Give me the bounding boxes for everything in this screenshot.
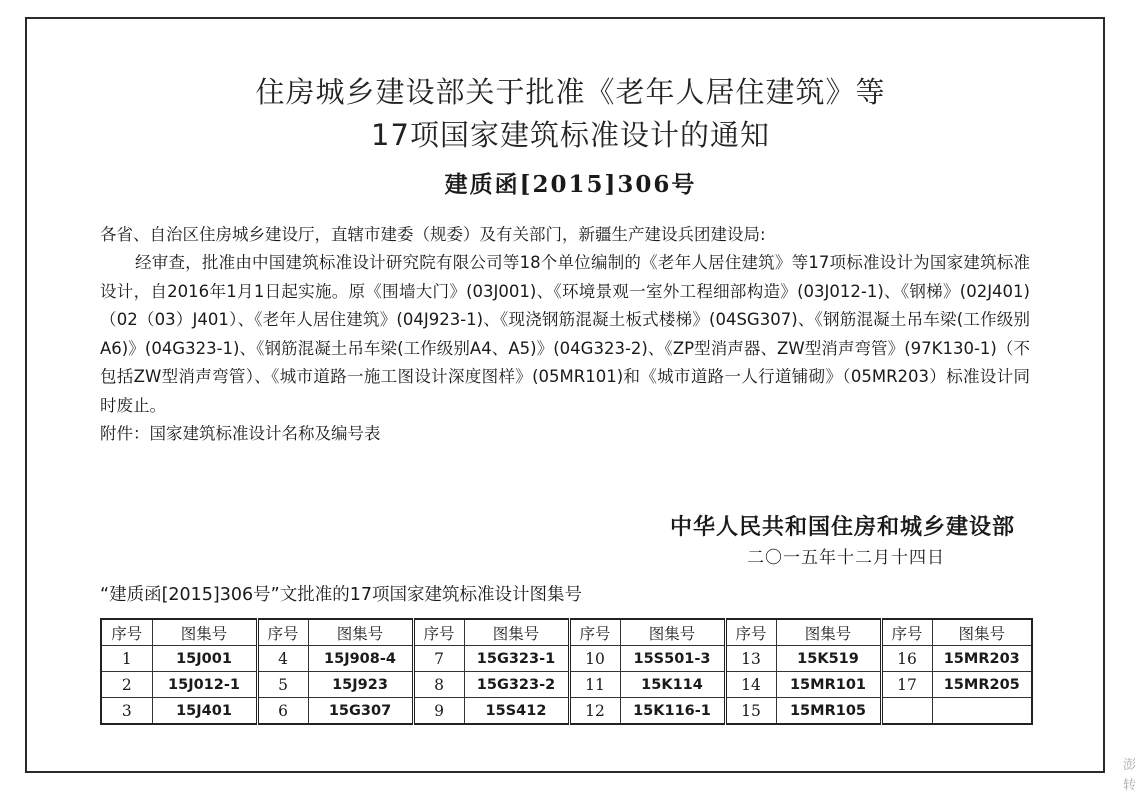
header-seq: 序号 bbox=[569, 619, 620, 646]
seq-cell: 12 bbox=[569, 698, 620, 725]
corner-watermark bbox=[1123, 756, 1136, 796]
corner-char: 澎 bbox=[1123, 758, 1137, 773]
corner-char: 转 bbox=[1123, 778, 1137, 793]
seq-cell: 11 bbox=[569, 672, 620, 698]
code-cell: 15G323-1 bbox=[464, 646, 569, 672]
issuing-authority: 中华人民共和国住房和城乡建设部 bbox=[669, 515, 1015, 540]
code-cell: 15MR105 bbox=[776, 698, 881, 725]
seq-cell: 15 bbox=[725, 698, 776, 725]
code-cell: 15J401 bbox=[152, 698, 257, 725]
notice-title-line2: 17项国家建筑标准设计的通知 bbox=[371, 118, 770, 152]
table-row bbox=[101, 698, 1032, 725]
header-seq: 序号 bbox=[725, 619, 776, 646]
seq-cell: 2 bbox=[101, 672, 152, 698]
header-code: 图集号 bbox=[152, 619, 257, 646]
table-row bbox=[101, 672, 1032, 698]
table-header-row bbox=[101, 619, 1032, 646]
code-cell: 15MR203 bbox=[932, 646, 1032, 672]
notice-title-line1: 住房城乡建设部关于批准《老年人居住建筑》等 bbox=[255, 75, 886, 109]
seq-cell: 7 bbox=[413, 646, 464, 672]
code-cell: 15G307 bbox=[308, 698, 413, 725]
table-row bbox=[101, 646, 1032, 672]
code-cell: 15J012-1 bbox=[152, 672, 257, 698]
seq-cell: 14 bbox=[725, 672, 776, 698]
code-cell: 15K519 bbox=[776, 646, 881, 672]
seq-cell: 5 bbox=[257, 672, 308, 698]
header-seq: 序号 bbox=[257, 619, 308, 646]
header-code: 图集号 bbox=[932, 619, 1032, 646]
header-code: 图集号 bbox=[464, 619, 569, 646]
document-number: 建质函[2015]306号 bbox=[444, 171, 697, 198]
seq-cell: 9 bbox=[413, 698, 464, 725]
code-cell: 15J001 bbox=[152, 646, 257, 672]
header-code: 图集号 bbox=[308, 619, 413, 646]
seq-cell: 13 bbox=[725, 646, 776, 672]
seq-cell: 17 bbox=[881, 672, 932, 698]
seq-cell: 8 bbox=[413, 672, 464, 698]
notice-body: 经审查，批准由中国建筑标准设计研究院有限公司等18个单位编制的《老年人居住建筑》等17项标准设计为国家建筑标准设计，自2016年1月1日起实施。原《围墙大门》(03J001)、《环境景观一室外工程细部构造》(03J012-1)、《钢梯》(02J401)（02（03）J401）、《老年人居住建筑》(04J923-1)、《现浇钢筋混凝土板式楼梯》(04SG307)、《钢筋混凝土吊车梁(工作级别A6)》(04G323-1)、《钢筋混凝土吊车梁(工作级别A4、A5)》(04G323-2)、《ZP型消声器、ZW型消声弯管》(97K130-1)（不包括ZW型消声弯管）、《城市道路一施工图设计深度图样》(05MR101)和《城市道路一人行道铺砌》（05MR203）标准设计同时废止。 bbox=[100, 253, 1030, 415]
issue-date: 二〇一五年十二月十四日 bbox=[747, 548, 945, 568]
seq-cell: 6 bbox=[257, 698, 308, 725]
code-cell: 15K114 bbox=[620, 672, 725, 698]
header-seq: 序号 bbox=[101, 619, 152, 646]
code-cell: 15J908-4 bbox=[308, 646, 413, 672]
code-cell: 15MR205 bbox=[932, 672, 1032, 698]
standards-table bbox=[100, 618, 1033, 725]
code-cell: 15S412 bbox=[464, 698, 569, 725]
code-cell: 15MR101 bbox=[776, 672, 881, 698]
seq-cell bbox=[881, 698, 932, 725]
seq-cell: 1 bbox=[101, 646, 152, 672]
code-cell: 15J923 bbox=[308, 672, 413, 698]
header-code: 图集号 bbox=[620, 619, 725, 646]
header-code: 图集号 bbox=[776, 619, 881, 646]
code-cell: 15K116-1 bbox=[620, 698, 725, 725]
code-cell: 15G323-2 bbox=[464, 672, 569, 698]
seq-cell: 16 bbox=[881, 646, 932, 672]
seq-cell: 4 bbox=[257, 646, 308, 672]
code-cell bbox=[932, 698, 1032, 725]
seq-cell: 3 bbox=[101, 698, 152, 725]
header-seq: 序号 bbox=[413, 619, 464, 646]
table-caption: “建质函[2015]306号”文批准的17项国家建筑标准设计图集号 bbox=[100, 585, 582, 605]
seq-cell: 10 bbox=[569, 646, 620, 672]
code-cell: 15S501-3 bbox=[620, 646, 725, 672]
header-seq: 序号 bbox=[881, 619, 932, 646]
greeting: 各省、自治区住房城乡建设厅，直辖市建委（规委）及有关部门，新疆生产建设兵团建设局: bbox=[100, 225, 766, 244]
attachment-note: 附件：国家建筑标准设计名称及编号表 bbox=[100, 424, 381, 443]
